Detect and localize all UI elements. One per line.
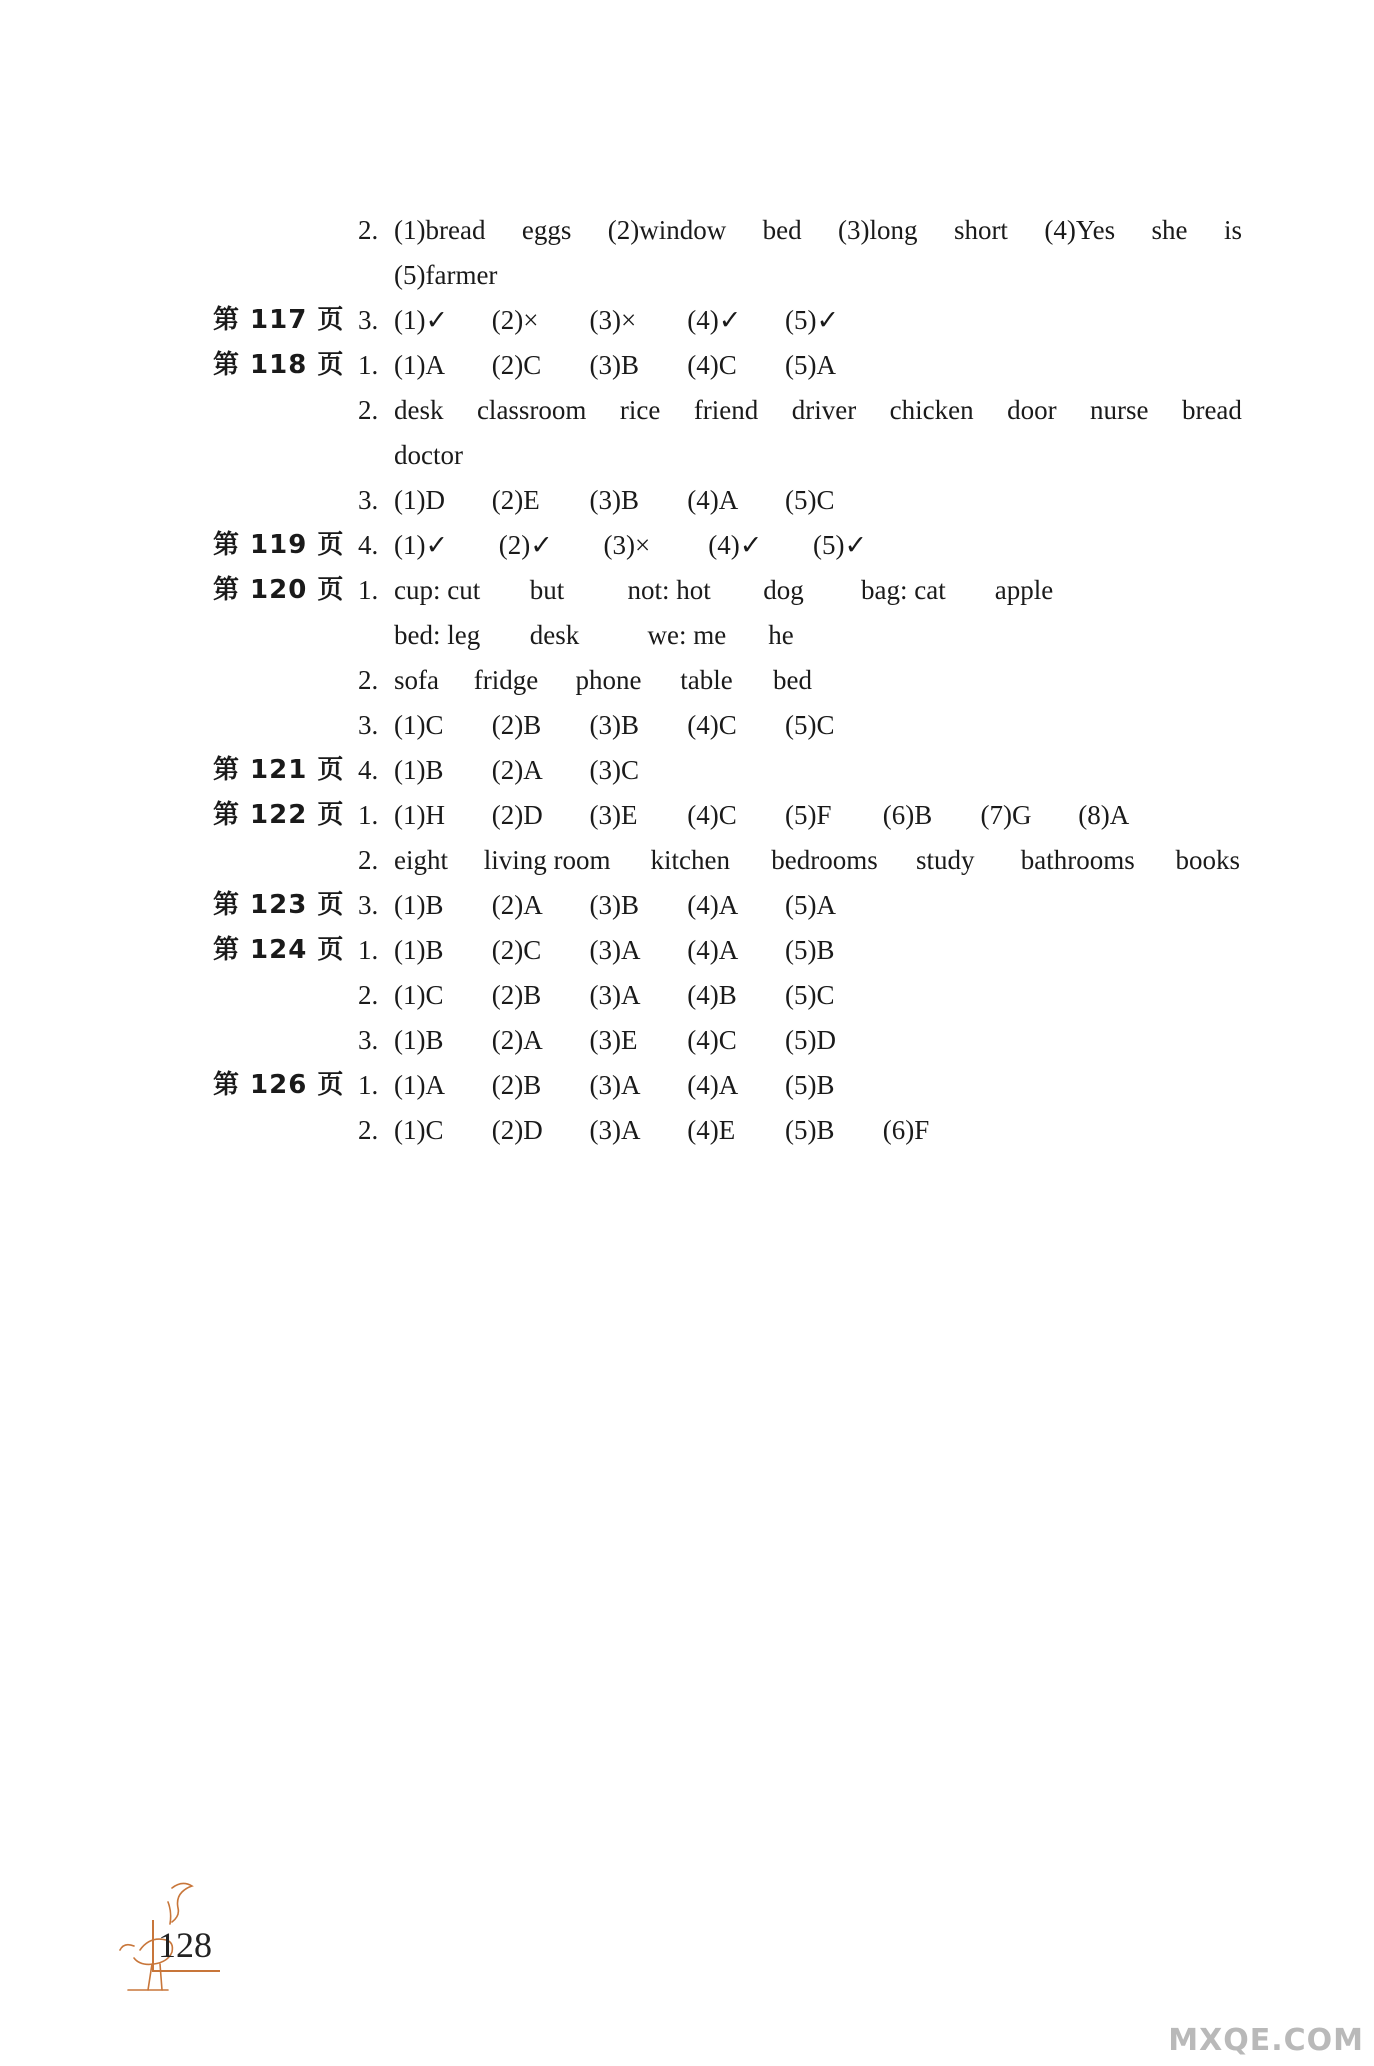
answer-item: (3)A [589,1115,641,1145]
answer-item: (4)✓ [687,305,742,335]
page-label: 第 121 页 [213,755,345,785]
answer-item: chicken [889,395,974,425]
answer-line [0,613,1374,658]
answer-item: table [680,665,733,695]
answer-item: (4)C [687,1025,737,1055]
answer-item: (8)A [1078,800,1130,830]
item-number: 1. [358,800,379,830]
item-number: 3. [358,710,379,740]
answer-items [394,883,836,928]
item-number: 2. [358,665,379,695]
answer-item: (1)B [394,935,444,965]
answer-item: short [953,215,1008,245]
answer-item: (3)B [589,485,639,515]
page-label: 第 123 页 [213,890,345,920]
answer-item: but [529,575,565,605]
answer-item: (2)D [491,1115,543,1145]
answer-item: not: hot [627,575,711,605]
item-number: 3. [358,305,379,335]
answer-item: fridge [473,665,539,695]
answer-item: (2)window [607,215,727,245]
answer-item: (5)B [785,1115,835,1145]
answer-item: (6)B [882,800,933,830]
answer-line [0,658,1374,703]
answer-item: (2)A [491,890,543,920]
page-label: 第 118 页 [213,350,345,380]
answer-item: (2)✓ [498,530,553,560]
answer-item: she [1151,215,1188,245]
answer-item: (5)C [785,980,835,1010]
answer-line [0,208,1374,253]
answer-items [394,1108,929,1153]
answer-item: (1)C [394,710,444,740]
page-label: 第 117 页 [213,305,345,335]
answer-item: study [916,845,975,875]
answer-line [0,1108,1374,1153]
answer-item: (4)Yes [1044,215,1116,245]
answer-item: (3)× [603,530,651,560]
answer-item: (1)bread [394,215,486,245]
answer-line [0,568,1374,613]
answer-items [394,1018,836,1063]
answer-item: (3)E [589,800,638,830]
item-number: 1. [358,575,379,605]
item-number: 4. [358,755,379,785]
answer-item: (1)B [394,755,444,785]
answer-item: (4)✓ [708,530,763,560]
answer-items [394,613,794,658]
answer-items [394,298,839,343]
answer-item: desk [394,395,444,425]
answer-item: friend [693,395,759,425]
answer-item: sofa [394,665,439,695]
answer-item: (1)D [394,485,445,515]
item-number: 2. [358,845,379,875]
answer-line [0,1018,1374,1063]
answer-item: bread [1181,395,1242,425]
answer-item: nurse [1090,395,1149,425]
answer-item: (1)B [394,1025,444,1055]
answer-items [394,523,867,568]
answer-item: bed [762,215,802,245]
answer-item: desk [529,620,580,650]
item-number: 2. [358,1115,379,1145]
answer-item: (3)A [589,935,641,965]
answer-item: bed [773,665,812,695]
answer-item: books [1175,845,1241,875]
answer-items [394,703,835,748]
answer-items [394,388,1242,433]
answer-line [0,253,1374,298]
item-number: 3. [358,890,379,920]
answer-item: (5)B [785,935,835,965]
answer-item: (1)A [394,1070,445,1100]
answer-item: phone [575,665,642,695]
answer-item: (1)H [394,800,445,830]
answer-item: (2)D [491,800,543,830]
answer-line [0,928,1374,973]
answer-item: (4)C [687,800,737,830]
answer-item: (5)✓ [813,530,868,560]
answer-line [0,433,1374,478]
answer-item: apple [994,575,1054,605]
page-label: 第 124 页 [213,935,345,965]
page-label: 第 126 页 [213,1070,345,1100]
answer-item: (4)A [687,1070,739,1100]
answer-line [0,523,1374,568]
answer-items [394,973,835,1018]
answer-item: (5)A [785,890,836,920]
answer-item: (3)× [589,305,637,335]
page-label: 第 119 页 [213,530,345,560]
item-number: 2. [358,980,379,1010]
answer-item: (1)C [394,980,444,1010]
answer-item: (2)B [491,710,542,740]
answer-item: (5)C [785,710,835,740]
answer-items [394,928,835,973]
answer-item: (2)A [491,755,543,785]
item-number: 2. [358,395,379,425]
answer-line [0,343,1374,388]
answer-item: (3)B [589,350,639,380]
answer-item: (5)F [785,800,832,830]
answer-item: (1)A [394,350,445,380]
answer-item: (4)B [687,980,737,1010]
answer-item: (1)C [394,1115,444,1145]
answer-item: (4)A [687,890,739,920]
answer-item: (3)A [589,980,641,1010]
answer-line [0,838,1374,883]
answer-item: (1)✓ [394,305,449,335]
answer-item: (3)B [589,890,639,920]
answer-item: (2)C [491,350,542,380]
answer-item: driver [791,395,857,425]
answer-item: (2)B [491,980,542,1010]
answer-line [0,883,1374,928]
answer-item: (4)A [687,935,739,965]
answer-item: door [1007,395,1057,425]
answer-items [394,838,1240,883]
answer-item: bed: leg [394,620,481,650]
answer-continuation: (5)farmer [394,260,498,290]
answer-item: (3)E [589,1025,638,1055]
answer-item: eight [394,845,448,875]
page-number-badge [110,1870,230,2000]
answer-item: (4)E [687,1115,736,1145]
answer-items [394,748,639,793]
answer-item: (3)B [589,710,639,740]
answer-item: (2)× [491,305,539,335]
watermark: MXQE.COM [1168,2023,1364,2058]
answer-items [394,1063,835,1108]
answer-items [394,208,1242,253]
answer-item: (4)C [687,710,737,740]
answer-items [394,568,1053,613]
item-number: 4. [358,530,379,560]
answer-item: he [768,620,794,650]
answer-line [0,298,1374,343]
answer-line [0,703,1374,748]
answer-item: kitchen [650,845,730,875]
answer-item: (2)E [491,485,540,515]
answer-items [394,658,812,703]
answer-item: dog [763,575,804,605]
answer-item: (2)C [491,935,542,965]
item-number: 1. [358,935,379,965]
item-number: 3. [358,485,379,515]
answer-line [0,478,1374,523]
answer-item: (6)F [882,1115,930,1145]
answer-items [394,793,1129,838]
answer-item: eggs [521,215,572,245]
answer-item: living room [483,845,611,875]
answer-continuation: doctor [394,440,463,470]
answer-line [0,1063,1374,1108]
page-label: 第 120 页 [213,575,345,605]
answer-line [0,748,1374,793]
answer-item: bathrooms [1020,845,1135,875]
item-number: 3. [358,1025,379,1055]
page-label: 第 122 页 [213,800,345,830]
answer-line [0,388,1374,433]
answer-item: (2)B [491,1070,542,1100]
answer-item: classroom [476,395,587,425]
answer-item: is [1223,215,1242,245]
answer-item: (7)G [980,800,1032,830]
answer-item: (3)long [838,215,918,245]
answer-items [394,478,835,523]
item-number: 1. [358,350,379,380]
answer-item: (4)A [687,485,739,515]
answer-item: cup: cut [394,575,481,605]
answer-item: (5)D [785,1025,836,1055]
answer-item: (3)C [589,755,639,785]
answer-line [0,793,1374,838]
answer-item: (5)✓ [785,305,840,335]
answer-item: (5)C [785,485,835,515]
answer-item: (5)B [785,1070,835,1100]
answer-item: (3)A [589,1070,641,1100]
item-number: 2. [358,215,379,245]
answer-line [0,973,1374,1018]
answer-item: rice [619,395,661,425]
page-number: 128 [158,1925,212,1965]
item-number: 1. [358,1070,379,1100]
answer-item: we: me [647,620,727,650]
answer-item: bag: cat [861,575,946,605]
answer-items [394,343,836,388]
answer-item: (1)✓ [394,530,449,560]
answer-item: bedrooms [771,845,878,875]
answer-item: (2)A [491,1025,543,1055]
answer-item: (4)C [687,350,737,380]
answer-item: (5)A [785,350,836,380]
answer-item: (1)B [394,890,444,920]
